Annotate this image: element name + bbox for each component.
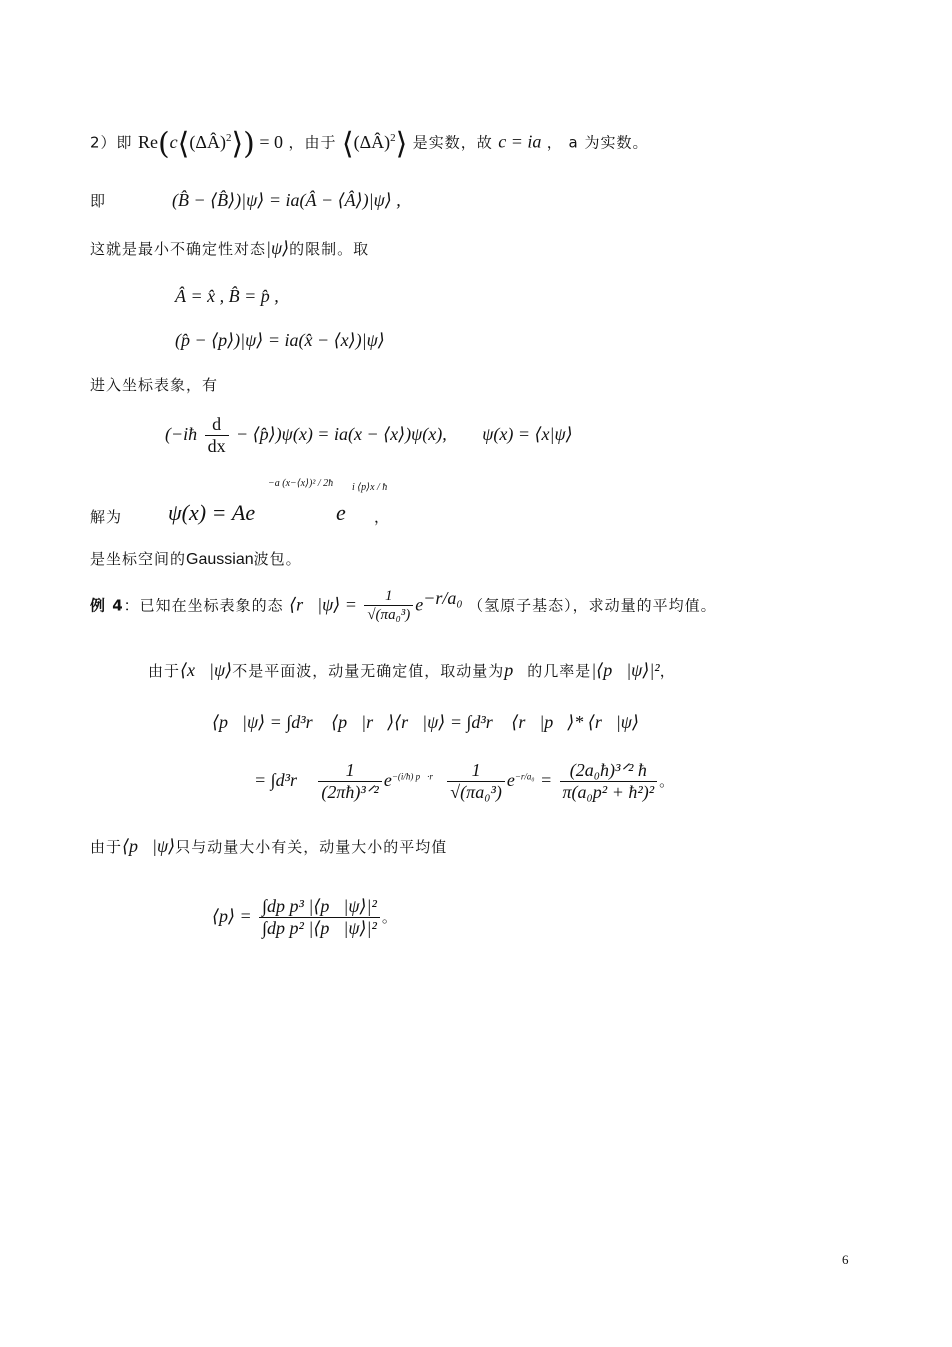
bra-p-psi: ⟨p⃗|ψ⟩ (122, 836, 176, 856)
prob-expr: |⟨p⃗|ψ⟩|² (591, 660, 660, 680)
avg-den: ∫dp p² |⟨p⃗|ψ⟩|² (262, 917, 377, 938)
n3: (2a₀ħ)³ᐟ² ħ (560, 760, 658, 782)
line11-text-b: 不是平面波，动量无确定值，取动量为 (232, 662, 505, 680)
norm-fraction (364, 588, 413, 624)
eq13-equals: = (539, 770, 553, 791)
line-9 (90, 548, 302, 569)
avg-tail: 。 (381, 908, 398, 927)
line11-text-a: 由于 (148, 662, 181, 680)
avg-p-fraction (259, 896, 380, 939)
line-2 (90, 190, 401, 211)
ket-psi: |ψ⟩ (266, 238, 290, 258)
phase-exponent: i ⟨p⟩x / ħ (352, 482, 388, 493)
line14-text-b: 只与动量大小有关，动量大小的平均值 (175, 838, 448, 856)
avg-num: ∫dp p³ |⟨p⃗|ψ⟩|² (259, 896, 380, 918)
line3-text-a: 这就是最小不确定性对态 (90, 240, 267, 258)
example-label: 例 4 (90, 596, 124, 615)
c-eq: c = ia (498, 131, 542, 152)
line6-text: 进入坐标表象，有 (90, 376, 219, 394)
line10-text-a: ：已知在坐标表象的态 (123, 596, 284, 615)
line10-text-b: （氢原子基态），求动量的平均值。 (468, 596, 717, 615)
exp-e: e (415, 594, 424, 615)
equation-2: (B̂ − ⟨B̂⟩)|ψ⟩ = ia(Â − ⟨Â⟩)|ψ⟩ , (172, 190, 401, 210)
d3: π(a₀p² + ħ²)² (562, 781, 655, 802)
equation-5: (p̂ − ⟨p⟩)|ψ⟩ = ia(x̂ − ⟨x⟩)|ψ⟩ (175, 330, 385, 350)
variance-expr: ⟨(ΔÂ)$^2$⟩ (341, 126, 408, 161)
line8-prefix: 解为 (90, 508, 123, 526)
line-3 (90, 238, 369, 259)
line-10 (90, 588, 717, 624)
gauss-exponent: −a (x−⟨x⟩)² / 2ħ (268, 478, 334, 489)
line3-text-b: 的限制。取 (289, 240, 370, 258)
n1: 1 (318, 760, 381, 782)
d1: (2πħ)³ᐟ² (321, 781, 379, 802)
e-symbol-2: e (336, 500, 346, 525)
line-4 (175, 286, 279, 307)
line-7 (165, 414, 573, 457)
frac-13-3 (560, 760, 658, 803)
line-5 (175, 330, 385, 351)
line9-text-b: 波包。 (253, 550, 302, 568)
eq7-second: ψ(x) = ⟨x|ψ⟩ (482, 424, 573, 445)
e2-sup: −r/a₀ (514, 771, 535, 782)
line1-after: 是实数，故 (412, 133, 493, 152)
line1-mid: ，由于 (288, 133, 337, 152)
line11-text-c: 的几率是 (527, 662, 592, 680)
line-14 (90, 836, 447, 857)
n2: 1 (447, 760, 505, 782)
line-15 (212, 896, 398, 939)
line11-tail: ， (659, 662, 676, 680)
page-number: 6 (842, 1252, 849, 1267)
norm-den: √(πa₀³) (367, 607, 411, 624)
line1-tail: ， a 为实数。 (546, 133, 649, 152)
eq7-right: − ⟨p̂⟩)ψ(x) = ia(x − ⟨x⟩)ψ(x), (235, 424, 447, 445)
frac-13-1 (318, 760, 381, 803)
derivative-fraction (205, 414, 229, 457)
line-12 (212, 712, 639, 733)
equation-12: ⟨p⃗|ψ⟩ = ∫d³r⃗ ⟨p⃗|r⃗⟩⟨r⃗|ψ⟩ = ∫d³r⃗ ⟨r⃗|p⃗⟩* ⟨r⃗|ψ⟩ (212, 712, 639, 732)
d-num: d (205, 414, 229, 436)
line8-tail: ， (374, 508, 391, 526)
psi-lhs: ψ(x) = Ae (168, 500, 256, 525)
line10-lhs: ⟨r⃗|ψ⟩ = (289, 594, 357, 615)
line9-text-a: 是坐标空间的 (90, 550, 187, 568)
d2: √(πa₀³) (450, 781, 502, 802)
exp-sup: −r/a₀ (423, 588, 463, 608)
eq13-tail: 。 (659, 772, 676, 791)
equation-4: Â = x̂ , B̂ = p̂ , (175, 286, 279, 306)
frac-13-2 (447, 760, 505, 803)
p-vector: p⃗ (504, 660, 528, 680)
e2: e (506, 770, 515, 791)
line-11 (148, 660, 676, 681)
e1: e (383, 770, 392, 791)
eq13-a: = ∫d³r⃗ (254, 770, 311, 791)
line-1 (90, 126, 648, 161)
line14-text-a: 由于 (90, 838, 123, 856)
eq7-left: (−iħ (165, 424, 198, 445)
avg-p-lhs: ⟨p⟩ = (212, 906, 252, 927)
dx-den: dx (207, 435, 226, 456)
e1-sup: −(i/ħ) p⃗·r⃗ (391, 771, 440, 782)
bra-x-psi: ⟨x⃗|ψ⟩ (180, 660, 233, 680)
re-expr: Re(c⟨(ΔÂ)$^2$⟩) = 0 (137, 126, 284, 161)
line-6 (90, 374, 218, 395)
line2-prefix: 即 (90, 192, 107, 210)
line1-prefix: 2）即 (90, 133, 133, 152)
gaussian-word: Gaussian (186, 551, 254, 568)
norm-num: 1 (364, 588, 413, 606)
line-13 (254, 760, 675, 803)
